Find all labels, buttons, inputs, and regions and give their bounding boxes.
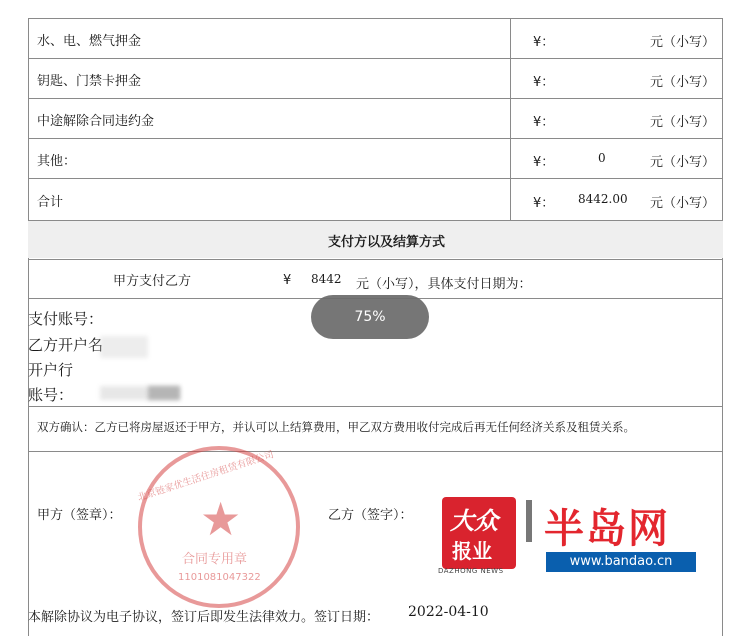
redacted-area [100,336,148,358]
logo-bottom-text: 报业 [452,539,492,563]
fee-unit: 元（小写） [650,35,716,50]
zoom-indicator: 75% [311,295,429,339]
confirmation-text: 双方确认：乙方已将房屋返还于甲方，并认可以上结算费用，甲乙双方费用收付完成后再无任何经济关系及租赁关系。 [37,420,635,434]
fee-label: 水、电、燃气押金 [37,34,142,49]
row-divider [28,259,723,260]
fee-currency: ¥： [533,115,555,130]
fee-unit: 元（小写） [650,115,716,130]
fee-unit: 元（小写） [650,155,716,170]
logo-caption: DAZHONG NEWS [438,567,504,575]
row-divider [28,178,723,179]
row-divider [28,451,723,452]
fee-label: 其他： [37,154,77,169]
party-a-signature-label: 甲方（签章）： [37,508,122,523]
payment-amount: 8442 [311,272,342,286]
payment-currency: ¥ [283,273,292,288]
payment-unit-date: 元（小写），具体支付日期为： [356,277,532,292]
footer-note: 本解除协议为电子协议，签订后即发生法律效力。签订日期： [28,610,380,625]
fee-label: 中途解除合同违约金 [37,114,155,129]
account-number-label: 账号： [28,386,74,404]
logo-divider [526,500,532,542]
table-right-border [722,18,723,636]
bandao-brand: 半岛网 [544,505,670,552]
seal-center-text: 合同专用章 [182,552,248,567]
seal-code: 1101081047322 [178,572,261,583]
total-currency: ¥： [533,196,555,211]
logo-top-text: 大众 [450,507,498,535]
total-amount: 8442.00 [578,192,628,206]
seal-ring-text: 北京链家优生活住房租赁有限公司 [136,449,276,504]
fee-currency: ¥： [533,35,555,50]
row-divider [28,18,723,19]
fee-label: 钥匙、门禁卡押金 [37,74,142,89]
sign-date: 2022-04-10 [408,604,489,620]
dazhong-logo [442,497,516,569]
bandao-url: www.bandao.cn [546,552,696,572]
fee-unit: 元（小写） [650,75,716,90]
row-divider [28,58,723,59]
fee-currency: ¥： [533,75,555,90]
total-unit: 元（小写） [650,196,716,211]
fee-currency: ¥： [533,155,555,170]
payer-text: 甲方支付乙方 [113,274,192,289]
row-divider [28,406,723,407]
star-icon: ★ [200,492,242,546]
payee-name-label: 乙方开户名 [28,336,104,354]
total-label: 合计 [37,195,64,210]
company-seal [138,446,300,608]
bank-label: 开户行 [28,361,74,379]
account-label: 支付账号： [28,310,104,328]
fee-column-divider [510,18,511,220]
row-divider [28,138,723,139]
party-b-signature-label: 乙方（签字）： [328,508,413,523]
row-divider [28,98,723,99]
fee-amount: 0 [598,151,606,165]
payment-section-title: 支付方以及结算方式 [328,235,446,250]
redacted-area [148,386,180,400]
